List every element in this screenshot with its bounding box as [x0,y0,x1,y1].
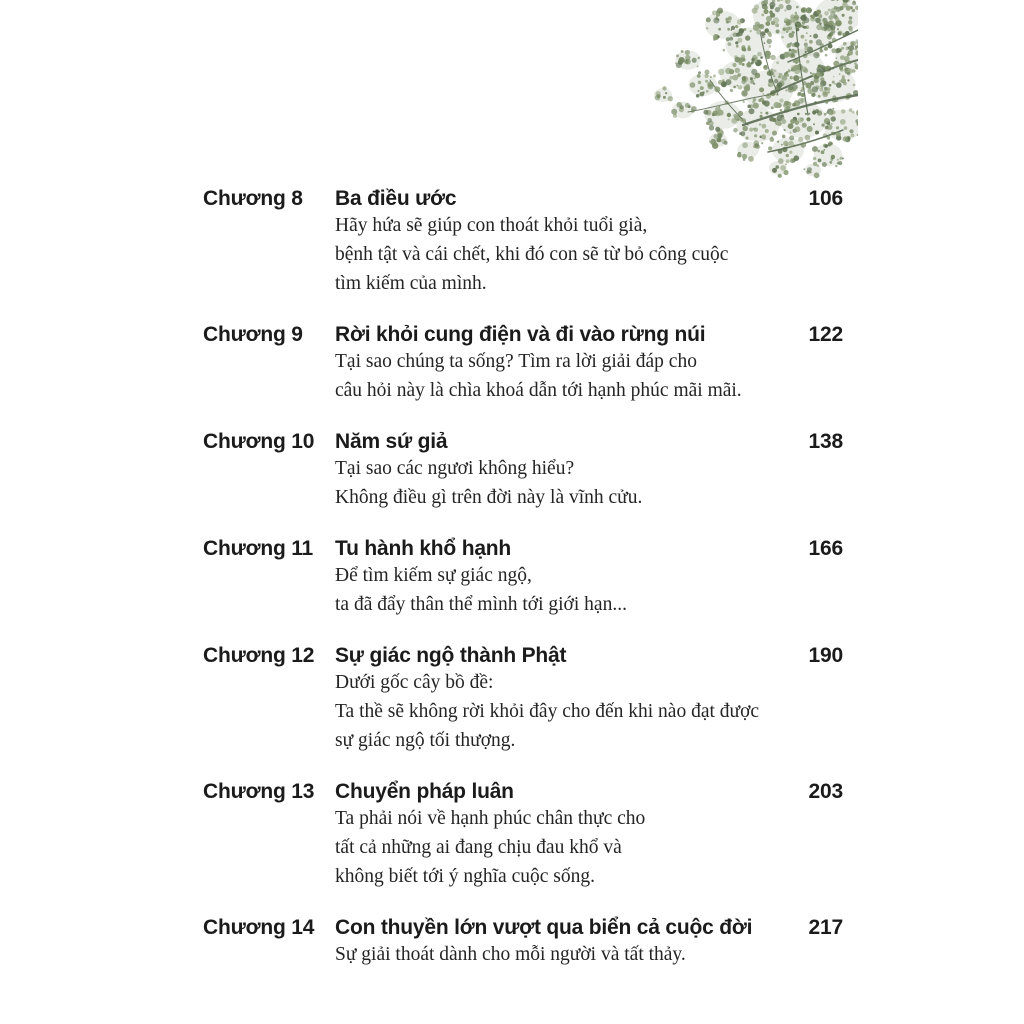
toc-entry [203,536,843,619]
toc-entry [203,429,843,512]
toc-entry-row [203,536,843,561]
toc-entry [203,186,843,298]
chapter-title: Tu hành khổ hạnh [335,537,512,560]
description-line: Để tìm kiếm sự giác ngộ, [335,565,532,586]
chapter-title: Con thuyền lớn vượt qua biển cả cuộc đời [335,916,753,939]
toc-entry-row [203,643,843,668]
description-line: Dưới gốc cây bồ đề: [335,672,494,693]
chapter-title: Năm sứ giả [335,430,448,453]
description-line: Ta phải nói về hạnh phúc chân thực cho [335,808,646,829]
description-line: câu hỏi này là chìa khoá dẫn tới hạnh phúc mãi mãi. [335,380,742,401]
chapter-description [335,561,843,619]
chapter-label: Chương 14 [203,916,315,939]
toc-entry [203,643,843,755]
chapter-page-number: 106 [808,187,843,210]
chapter-title: Chuyển pháp luân [335,780,514,803]
description-line: sự giác ngộ tối thượng. [335,730,516,751]
chapter-page-number: 138 [808,430,843,453]
chapter-label: Chương 8 [203,187,303,210]
chapter-title: Rời khỏi cung điện và đi vào rừng núi [335,323,706,346]
description-line: tất cả những ai đang chịu đau khổ và [335,837,622,858]
chapter-label: Chương 12 [203,644,315,667]
description-line: Tại sao chúng ta sống? Tìm ra lời giải đáp cho [335,351,697,372]
toc-entry [203,915,843,969]
description-line: ta đã đẩy thân thể mình tới giới hạn... [335,594,627,615]
toc-entry-row [203,779,843,804]
chapter-description [335,454,843,512]
description-line: tìm kiếm của mình. [335,273,487,294]
toc-entry [203,322,843,405]
chapter-title: Ba điều ước [335,187,457,210]
description-line: Tại sao các ngươi không hiểu? [335,458,575,479]
chapter-page-number: 166 [808,537,843,560]
description-line: không biết tới ý nghĩa cuộc sống. [335,866,595,887]
chapter-page-number: 217 [808,916,843,939]
toc-entry-row [203,322,843,347]
chapter-description [335,804,843,891]
chapter-description [335,347,843,405]
tree-foliage-illustration [628,0,858,185]
chapter-label: Chương 11 [203,537,314,560]
chapter-page-number: 203 [808,780,843,803]
chapter-description [335,668,843,755]
chapter-label: Chương 9 [203,323,303,346]
toc-entry [203,779,843,891]
chapter-title: Sự giác ngộ thành Phật [335,644,567,667]
description-line: Sự giải thoát dành cho mỗi người và tất thảy. [335,944,686,965]
chapter-page-number: 190 [808,644,843,667]
chapter-label: Chương 13 [203,780,315,803]
table-of-contents [203,186,843,993]
chapter-label: Chương 10 [203,430,315,453]
toc-entry-row [203,429,843,454]
chapter-description [335,211,843,298]
toc-entry-row [203,186,843,211]
toc-entry-row [203,915,843,940]
chapter-page-number: 122 [808,323,843,346]
description-line: Không điều gì trên đời này là vĩnh cửu. [335,487,643,508]
description-line: Hãy hứa sẽ giúp con thoát khỏi tuổi già, [335,215,648,236]
chapter-description [335,940,843,969]
description-line: bệnh tật và cái chết, khi đó con sẽ từ bỏ công cuộc [335,244,729,265]
description-line: Ta thề sẽ không rời khỏi đây cho đến khi nào đạt được [335,701,760,722]
